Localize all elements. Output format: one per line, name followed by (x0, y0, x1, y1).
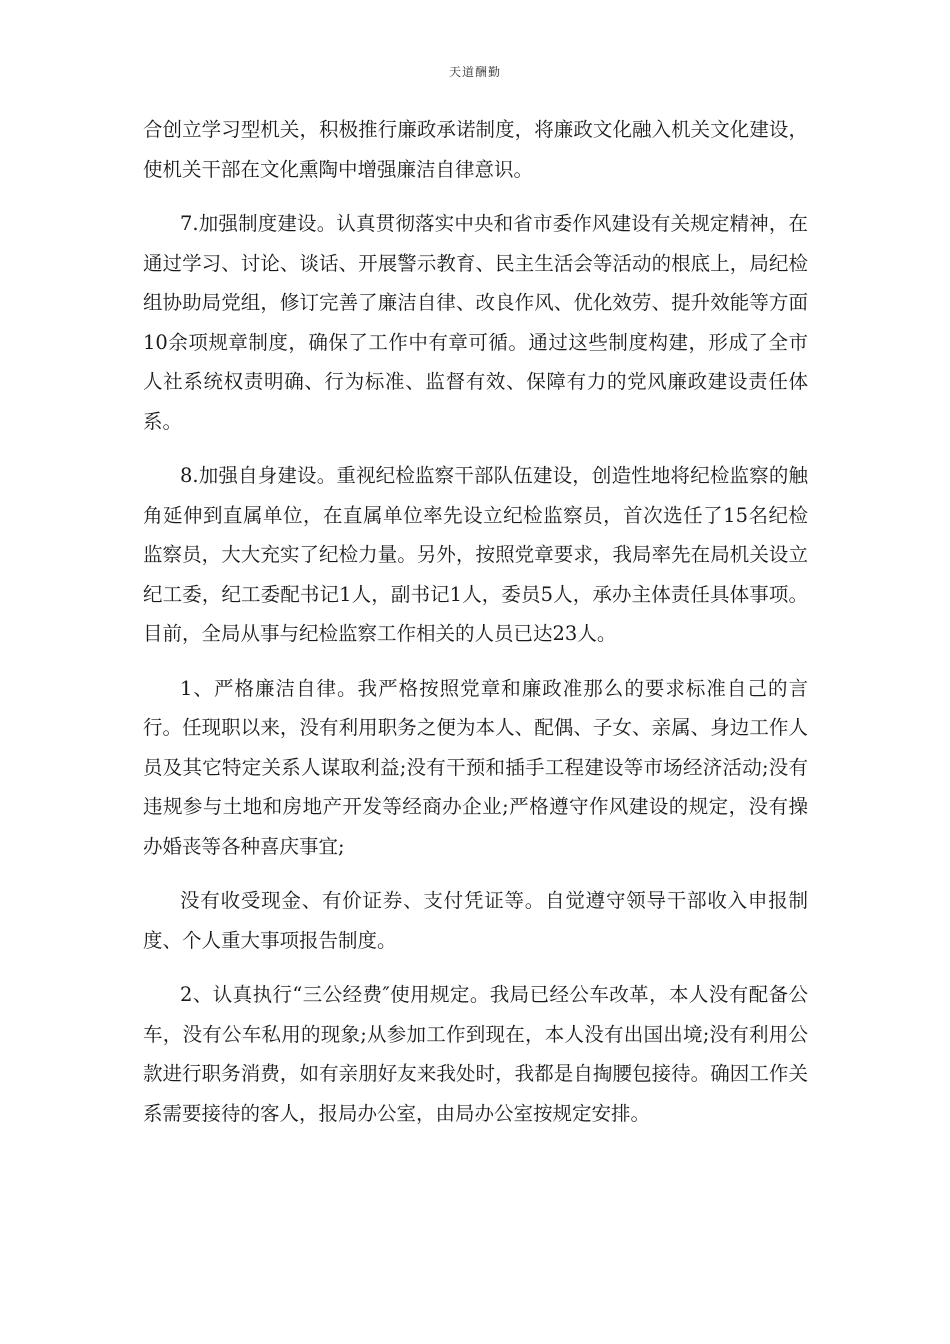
paragraph-5: 没有收受现金、有价证券、支付凭证等。自觉遵守领导干部收入申报制度、个人重大事项报告制度。 (143, 889, 808, 952)
document-body (143, 110, 808, 1148)
paragraph-3: 8.加强自身建设。重视纪检监察干部队伍建设，创造性地将纪检监察的触角延伸到直属单位，在直属单位率先设立纪检监察员，首次选任了15名纪检监察员，大大充实了纪检力量。另外，按照党章要求，我局率先在局机关设立纪工委，纪工委配书记1人，副书记1人，委员5人，承办主体责任具体事项。目前，全局从事与纪检监察工作相关的人员已达23人。 (143, 464, 808, 645)
paragraph-2: 7.加强制度建设。认真贯彻落实中央和省市委作风建设有关规定精神，在通过学习、讨论、谈话、开展警示教育、民主生活会等活动的根底上，局纪检组协助局党组，修订完善了廉洁自律、改良作风、优化效劳、提升效能等方面10余项规章制度，确保了工作中有章可循。通过这些制度构建，形成了全市人社系统权责明确、行为标准、监督有效、保障有力的党风廉政建设责任体系。 (143, 212, 808, 433)
paragraph-1: 合创立学习型机关，积极推行廉政承诺制度，将廉政文化融入机关文化建设，使机关干部在文化熏陶中增强廉洁自律意识。 (143, 118, 808, 181)
paragraph-4: 1、严格廉洁自律。我严格按照党章和廉政准那么的要求标准自己的言行。任现职以来，没有利用职务之便为本人、配偶、子女、亲属、身边工作人员及其它特定关系人谋取利益;没有干预和插手工程建设等市场经济活动;没有违规参与土地和房地产开发等经商办企业;严格遵守作风建设的规定，没有操办婚丧等各种喜庆事宜; (143, 676, 808, 858)
paragraph-6: 2、认真执行“三公经费″使用规定。我局已经公车改革，本人没有配备公车，没有公车私用的现象;从参加工作到现在，本人没有出国出境;没有利用公款进行职务消费，如有亲朋好友来我处时，我都是自掏腰包接待。确因工作关系需要接待的客人，报局办公室，由局办公室按规定安排。 (143, 983, 808, 1125)
page-header: 天道酬勤 (448, 65, 501, 79)
